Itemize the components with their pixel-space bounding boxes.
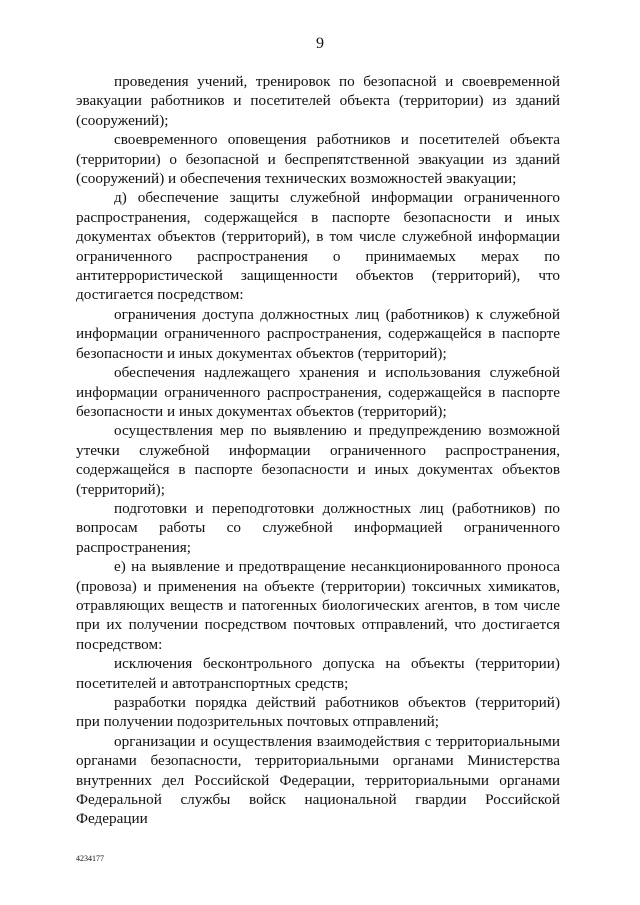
document-code: 4234177 [76,854,104,863]
paragraph-information-storage: обеспечения надлежащего хранения и использования служебной информации ограниченного распространения, содержащейся в паспорте безопасности и иных документах объектов (территорий); [76,364,560,420]
paragraph-evacuation-drills: проведения учений, тренировок по безопасной и своевременной эвакуации работников и посетителей объекта (территории) из зданий (сооружений); [76,73,560,129]
page-number: 9 [316,35,324,52]
paragraph-access-control: исключения бесконтрольного допуска на объекты (территории) посетителей и автотранспортных средств; [76,655,560,692]
paragraph-leak-prevention: осуществления мер по выявлению и предупреждению возможной утечки служебной информации ограниченного распространения, содержащейся в паспорте безопасности и иных документах объектов (территорий); [76,422,560,498]
paragraph-item-e-toxic-agents: е) на выявление и предотвращение несанкционированного проноса (провоза) и применения на объекте (территории) токсичных химикатов, отравляющих веществ и патогенных биологических агентов, в том числе при их получении посредством почтовых отправлений, что достигается посредством: [76,558,560,653]
paragraph-access-restriction: ограничения доступа должностных лиц (работников) к служебной информации ограниченного распространения, содержащейся в паспорте безопасности и иных документах объектов (территорий); [76,305,560,362]
paragraph-evacuation-notification: своевременного оповещения работников и посетителей объекта (территории) о безопасной и беспрепятственной эвакуации из зданий (сооружений) и обеспечения технических возможностей эвакуации; [76,131,560,188]
paragraph-agency-cooperation: организации и осуществления взаимодействия с территориальными органами безопасности, территориальными органами Министерства внутренних дел Российской Федерации, территориальными органами Федеральной службы войск национальной гвардии Российской Федерации [76,732,560,828]
paragraph-staff-training: подготовки и переподготовки должностных лиц (работников) по вопросам работы со служебной информацией ограниченного распространения; [76,499,560,556]
paragraph-item-d-information-protection: д) обеспечение защиты служебной информации ограниченного распространения, содержащейся в паспорте безопасности и иных документах объектов (территорий), в том числе служебной информации ограниченного распространения о принимаемых мерах по антитеррористической защищенности объектов (территорий), что достигается посредством: [76,189,560,304]
document-body [76,72,560,829]
paragraph-suspicious-mail-procedure: разработки порядка действий работников объектов (территорий) при получении подозрительных почтовых отправлений; [76,694,560,731]
